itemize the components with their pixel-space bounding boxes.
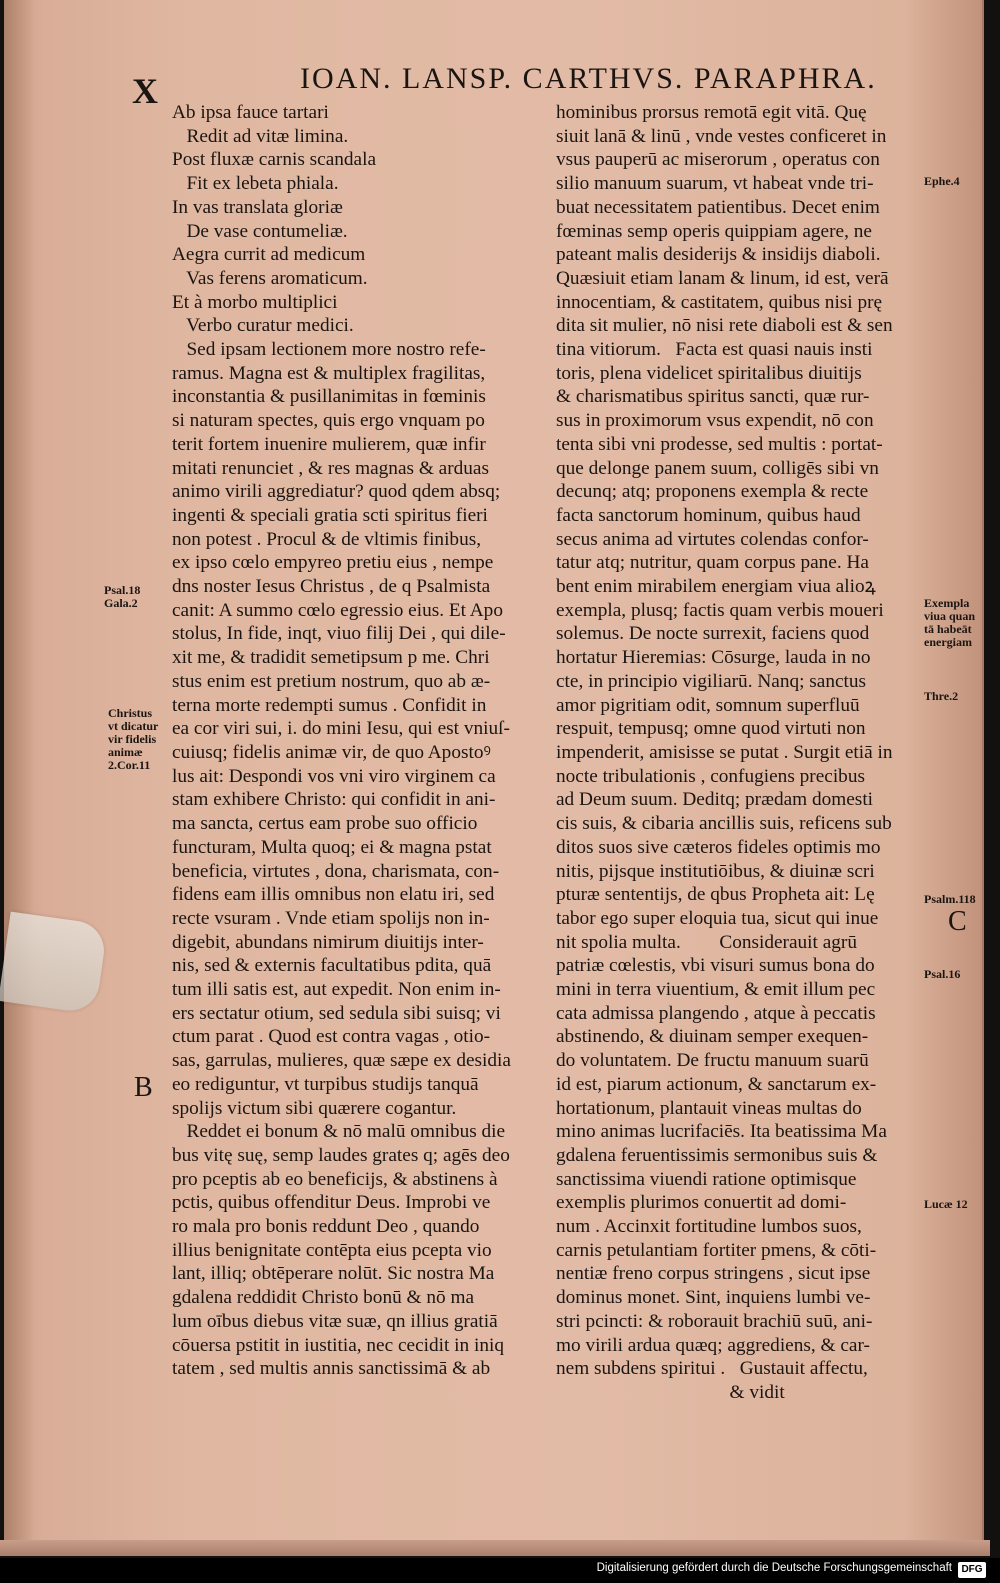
text-line: gdalena reddidit Christo bonū & nō ma: [172, 1287, 475, 1309]
margin-note-threni: Thre.2: [924, 689, 959, 703]
text-line: cis suis, & cibaria ancillis suis, reficens sub: [556, 813, 892, 835]
text-line: tatem , sed multis annis sanctissimā & ab: [172, 1358, 491, 1380]
binding-shadow: [4, 0, 34, 1556]
text-line: si naturam spectes, quis ergo vnquam po: [172, 410, 485, 432]
text-line: hominibus prorsus remotā egit vitā. Quę: [556, 102, 867, 123]
text-line: animo virili aggrediatur? quod qdem absq;: [172, 481, 501, 503]
text-line: exemplis plurimos conuertit ad domi-: [556, 1192, 847, 1214]
text-line: vsus pauperū ac miserorum , operatus con: [556, 149, 880, 171]
text-line: toris, plena videlicet spiritalibus diuitijs: [556, 362, 862, 384]
text-line: num . Accinxit fortitudine lumbos suos,: [556, 1216, 862, 1238]
text-line: sas, garrulas, mulieres, quæ sæpe ex desidia: [172, 1050, 511, 1072]
text-line: ers sectatur otium, sed sedula sibi suisq; vi: [172, 1002, 501, 1024]
text-line: tum illi satis est, aut expedit. Non enim in-: [172, 979, 501, 1001]
text-line: In vas translata gloriæ: [172, 196, 343, 218]
text-line: nocte tribulationis , confugiens precibus: [556, 765, 865, 787]
text-line: stam exhibere Christo: qui confidit in ani-: [172, 789, 496, 811]
text-line: hortatur Hieremias: Cōsurge, lauda in no: [556, 647, 871, 669]
text-line: Quæsiuit etiam lanam & linum, id est, verā: [556, 267, 889, 289]
text-line: facta sanctorum hominum, quibus haud: [556, 504, 861, 526]
text-line: & vidit: [556, 1381, 785, 1403]
text-line: bent enim mirabilem energiam viua alioꝝ: [556, 576, 876, 598]
text-line: mitati renunciet , & res magnas & arduas: [172, 457, 489, 479]
text-line: nentiæ freno corpus stringens , sicut ipse: [556, 1263, 871, 1285]
text-line: do voluntatem. De fructu manuum suarū: [556, 1050, 869, 1072]
margin-note-psalm-16: Psal.16: [924, 967, 961, 981]
text-line: Verbo curatur medici.: [172, 315, 354, 337]
text-line: & charismatibus spiritus sancti, quæ rur-: [556, 386, 870, 408]
text-line: patriæ cœlestis, vbi visuri sumus bona do: [556, 955, 875, 977]
text-line: nitis, pijsque institutiōibus, & diuinæ scri: [556, 860, 875, 882]
text-line: lus ait: Despondi vos vni viro virginem ca: [172, 765, 496, 787]
text-line: dominus monet. Sint, inquiens lumbi ve-: [556, 1287, 871, 1309]
text-line: tina vitiorum. Facta est quasi nauis insti: [556, 339, 873, 361]
margin-note-psalm-118: Psalm.118: [924, 892, 976, 906]
text-line: Fit ex lebeta phiala.: [172, 173, 339, 195]
text-line: De vase contumeliæ.: [172, 220, 348, 242]
text-column-left: [172, 101, 511, 1381]
text-line: eo rediguntur, vt turpibus studijs tanquā: [172, 1073, 479, 1095]
text-line: nit spolia multa. Considerauit agrū: [556, 931, 857, 953]
text-line: Reddet ei bonum & nō malū omnibus die: [172, 1121, 506, 1143]
text-line: que delonge panem suum, colligēs sibi vn: [556, 457, 879, 479]
text-line: xit me, & tradidit semetipsum p me. Chri: [172, 647, 490, 669]
text-line: dns noster Iesus Christus , de q Psalmista: [172, 576, 491, 598]
text-line: hortationum, plantauit vineas multas do: [556, 1097, 862, 1119]
text-line: ma sancta, certus eam probe suo officio: [172, 813, 478, 835]
text-line: siuit lanā & linū , vnde vestes conficeret in: [556, 125, 887, 147]
text-line: Redit ad vitæ limina.: [172, 125, 349, 147]
running-head: IOAN. LANSP. CARTHVS. PARAPHRA.: [300, 62, 877, 95]
text-line: tenta sibi vni prodesse, sed multis : portat-: [556, 433, 883, 455]
text-line: dita sit mulier, nō nisi rete diaboli est & sen: [556, 315, 893, 337]
text-line: cte, in principio vigiliarū. Nanq; sanctus: [556, 670, 867, 692]
text-line: exempla, plusq; factis quam verbis moueri: [556, 599, 884, 621]
text-line: mo virili ardua quæq; aggrediens, & car-: [556, 1334, 870, 1356]
text-line: beneficia, virtutes , dona, charismata, con-: [172, 860, 500, 882]
text-line: mino animas lucrifaciēs. Ita beatissima Ma: [556, 1121, 887, 1143]
text-line: pturæ sententijs, de qbus Propheta ait: Lę: [556, 884, 875, 906]
text-line: tatur atq; nutritur, quam corpus pane. Ha: [556, 552, 869, 574]
text-line: abstinendo, & diuinam semper exequen-: [556, 1026, 869, 1048]
margin-note-luke: Lucæ 12: [924, 1197, 968, 1211]
text-line: Aegra currit ad medicum: [172, 244, 366, 266]
text-line: ditos suos sive cæteros fideles optimis mo: [556, 836, 881, 858]
text-line: functuram, Multa quoq; ei & magna pstat: [172, 836, 492, 858]
text-line: Sed ipsam lectionem more nostro refe-: [172, 339, 486, 361]
text-line: stus enim est pretium nostrum, quo ab æ-: [172, 670, 491, 692]
text-line: sanctissima viuendi ratione optimisque: [556, 1168, 857, 1190]
text-line: pctis, quibus offenditur Deus. Improbi ve: [172, 1192, 491, 1214]
text-line: decunq; atq; proponens exempla & recte: [556, 481, 869, 503]
text-line: silio manuum suarum, vt habeat vnde tri-: [556, 173, 874, 195]
text-line: gdalena feruentissimis sermonibus suis &: [556, 1144, 878, 1166]
text-line: id est, piarum actionum, & sanctarum ex-: [556, 1073, 877, 1095]
text-line: solemus. De nocte surrexit, faciens quod: [556, 623, 870, 645]
margin-note-exempla: Exempla viua quan tā habeāt energiam: [924, 596, 976, 649]
text-line: ctum parat . Quod est contra vagas , otio-: [172, 1026, 491, 1048]
text-line: lum oībus diebus vitæ suæ, qn illius gratiā: [172, 1310, 498, 1332]
signature-mark: X: [132, 71, 158, 111]
text-line: Ab ipsa fauce tartari: [172, 102, 329, 123]
text-line: ea cor viri sui, i. do mini Iesu, qui est vniuſ-: [172, 718, 510, 740]
text-line: impenderit, amisisse se putat . Surgit etiā in: [556, 741, 893, 763]
book-tab-marker: [0, 912, 108, 1015]
text-line: carnis petulantiam fortiter pmens, & cōti-: [556, 1239, 877, 1261]
text-line: nis, sed & externis facultatibus pdita, quā: [172, 955, 492, 977]
text-line: Vas ferens aromaticum.: [172, 267, 368, 289]
margin-note-christus: Christus vt dicatur vir fidelis animæ 2.Cor.11: [108, 706, 159, 772]
footer-credit: Digitalisierung gefördert durch die Deutsche Forschungsgemeinschaft: [596, 1562, 952, 1574]
text-line: buat necessitatem patientibus. Decet enim: [556, 196, 880, 218]
text-line: recte vsuram . Vnde etiam spolijs non in-: [172, 907, 490, 929]
text-line: nem subdens spiritui . Gustauit affectu,: [556, 1358, 868, 1380]
text-line: mini in terra viuentium, & emit illum pec: [556, 979, 876, 1001]
text-line: spolijs victum sibi quærere cogantur.: [172, 1097, 457, 1119]
text-line: fidens eam illis omnibus non elatu iri, sed: [172, 884, 495, 906]
text-line: bus vitę suę, semp laudes grates q; agēs deo: [172, 1144, 510, 1166]
section-letter-b: B: [134, 1072, 153, 1103]
text-line: tabor ego super eloquia tua, sicut qui inue: [556, 907, 879, 929]
text-line: terit fortem inuenire mulierem, quæ infir: [172, 433, 486, 455]
text-line: inconstantia & pusillanimitas in fœminis: [172, 386, 486, 408]
text-line: ingenti & speciali gratia scti spiritus fieri: [172, 504, 488, 526]
text-line: stri pcincti: & roborauit brachiū suū, ani-: [556, 1310, 873, 1332]
text-line: ramus. Magna est & multiplex fragilitas,: [172, 362, 486, 384]
text-line: digebit, abundans nimirum diuitijs inter-: [172, 931, 484, 953]
text-column-right: [556, 101, 893, 1405]
text-line: cuiusq; fidelis animæ vir, de quo Apostoꝰ: [172, 741, 491, 763]
text-line: cata admissa plangendo , atque à peccatis: [556, 1002, 876, 1024]
dfg-logo-icon: DFG: [958, 1562, 986, 1578]
text-line: ad Deum suum. Deditq; prædam domesti: [556, 789, 874, 811]
section-letter-c: C: [948, 906, 967, 937]
text-line: secus anima ad virtutes colendas confor-: [556, 528, 869, 550]
text-line: canit: A summo cœlo egressio eius. Et Apo: [172, 599, 503, 621]
text-line: cōuersa pstitit in iustitia, nec cecidit in iniq: [172, 1334, 504, 1356]
text-line: pro pceptis ab eo beneficijs, & abstinens à: [172, 1168, 498, 1190]
text-line: pateant malis desiderijs & insidijs diaboli.: [556, 244, 881, 266]
text-line: respuit, tempusq; omne quod virtuti non: [556, 718, 866, 740]
text-line: stolus, In fide, inqt, viuo filij Dei , qui dile-: [172, 623, 506, 645]
text-line: ro mala pro bonis reddunt Deo , quando: [172, 1216, 480, 1238]
text-line: lant, illiq; obtēperare nolūt. Sic nostra Ma: [172, 1263, 495, 1285]
text-line: fœminas semp operis quippiam agere, ne: [556, 220, 872, 242]
text-line: Post fluxæ carnis scandala: [172, 149, 377, 171]
text-line: non potest . Procul & de vltimis finibus,: [172, 528, 482, 550]
text-line: illius benignitate contēpta eius pcepta vio: [172, 1239, 492, 1261]
footer-bar: [0, 1558, 1000, 1583]
text-line: ex ipso cœlo empyreo pretiu eius , nempe: [172, 552, 494, 574]
text-line: innocentiam, & castitatem, quibus nisi prę: [556, 291, 883, 313]
text-line: terna morte redempti sumus . Confidit in: [172, 694, 487, 716]
text-line: Et à morbo multiplici: [172, 291, 338, 313]
margin-note-ephesians: Ephe.4: [924, 174, 960, 188]
text-line: amor pigritiam odit, somnum superfluū: [556, 694, 860, 716]
margin-note-psalm-galatians: Psal.18 Gala.2: [104, 583, 141, 610]
page-bottom-edge: [0, 1540, 990, 1556]
text-line: sus in proximorum vsus expendit, nō con: [556, 410, 874, 432]
